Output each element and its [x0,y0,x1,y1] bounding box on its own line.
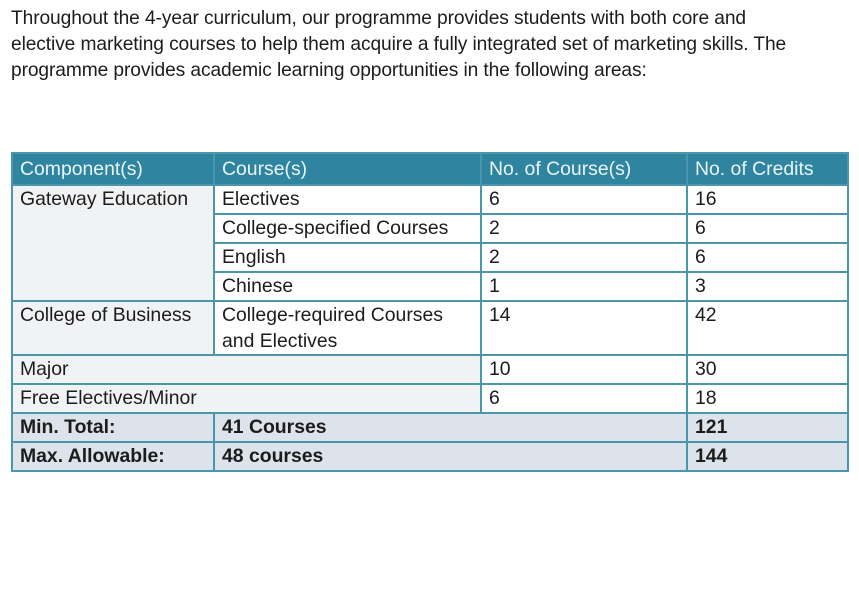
min-total-courses: 41 Courses [214,413,687,442]
intro-line: programme provides academic learning opportunities in the following areas: [11,60,647,81]
header-num-courses: No. of Course(s) [481,153,687,185]
intro-line: Throughout the 4-year curriculum, our programme provides students with both core and [11,8,746,29]
course-cell: Electives [214,185,481,214]
table-row [12,384,848,413]
free-electives-label: Free Electives/Minor [12,384,481,413]
min-total-credits: 121 [687,413,848,442]
component-college-of-business: College of Business [12,301,214,355]
max-allowable-label: Max. Allowable: [12,442,214,471]
header-num-credits: No. of Credits [687,153,848,185]
num-courses-cell: 2 [481,243,687,272]
max-allowable-credits: 144 [687,442,848,471]
num-courses-cell: 10 [481,355,687,384]
header-component: Component(s) [12,153,214,185]
num-courses-cell: 6 [481,185,687,214]
max-allowable-row [12,442,848,471]
course-cell [214,301,481,355]
num-credits-cell: 6 [687,243,848,272]
curriculum-table [11,152,849,472]
num-courses-cell: 2 [481,214,687,243]
component-gateway-education: Gateway Education [12,185,214,301]
min-total-row [12,413,848,442]
num-credits-cell: 18 [687,384,848,413]
course-cell: English [214,243,481,272]
num-courses-cell: 1 [481,272,687,301]
course-line: College-required Courses [222,304,443,326]
min-total-label: Min. Total: [12,413,214,442]
num-courses-cell: 6 [481,384,687,413]
course-cell: Chinese [214,272,481,301]
num-credits-cell: 3 [687,272,848,301]
table-header-row [12,153,848,185]
major-label: Major [12,355,481,384]
intro-paragraph [11,6,848,84]
num-credits-cell: 42 [687,301,848,355]
table-row [12,355,848,384]
course-line: and Electives [222,330,338,352]
header-course: Course(s) [214,153,481,185]
max-allowable-courses: 48 courses [214,442,687,471]
table-row [12,185,848,214]
table-row [12,301,848,355]
course-cell: College-specified Courses [214,214,481,243]
num-credits-cell: 6 [687,214,848,243]
num-courses-cell: 14 [481,301,687,355]
num-credits-cell: 30 [687,355,848,384]
intro-line: elective marketing courses to help them acquire a fully integrated set of marketing skills. The [11,34,787,55]
num-credits-cell: 16 [687,185,848,214]
